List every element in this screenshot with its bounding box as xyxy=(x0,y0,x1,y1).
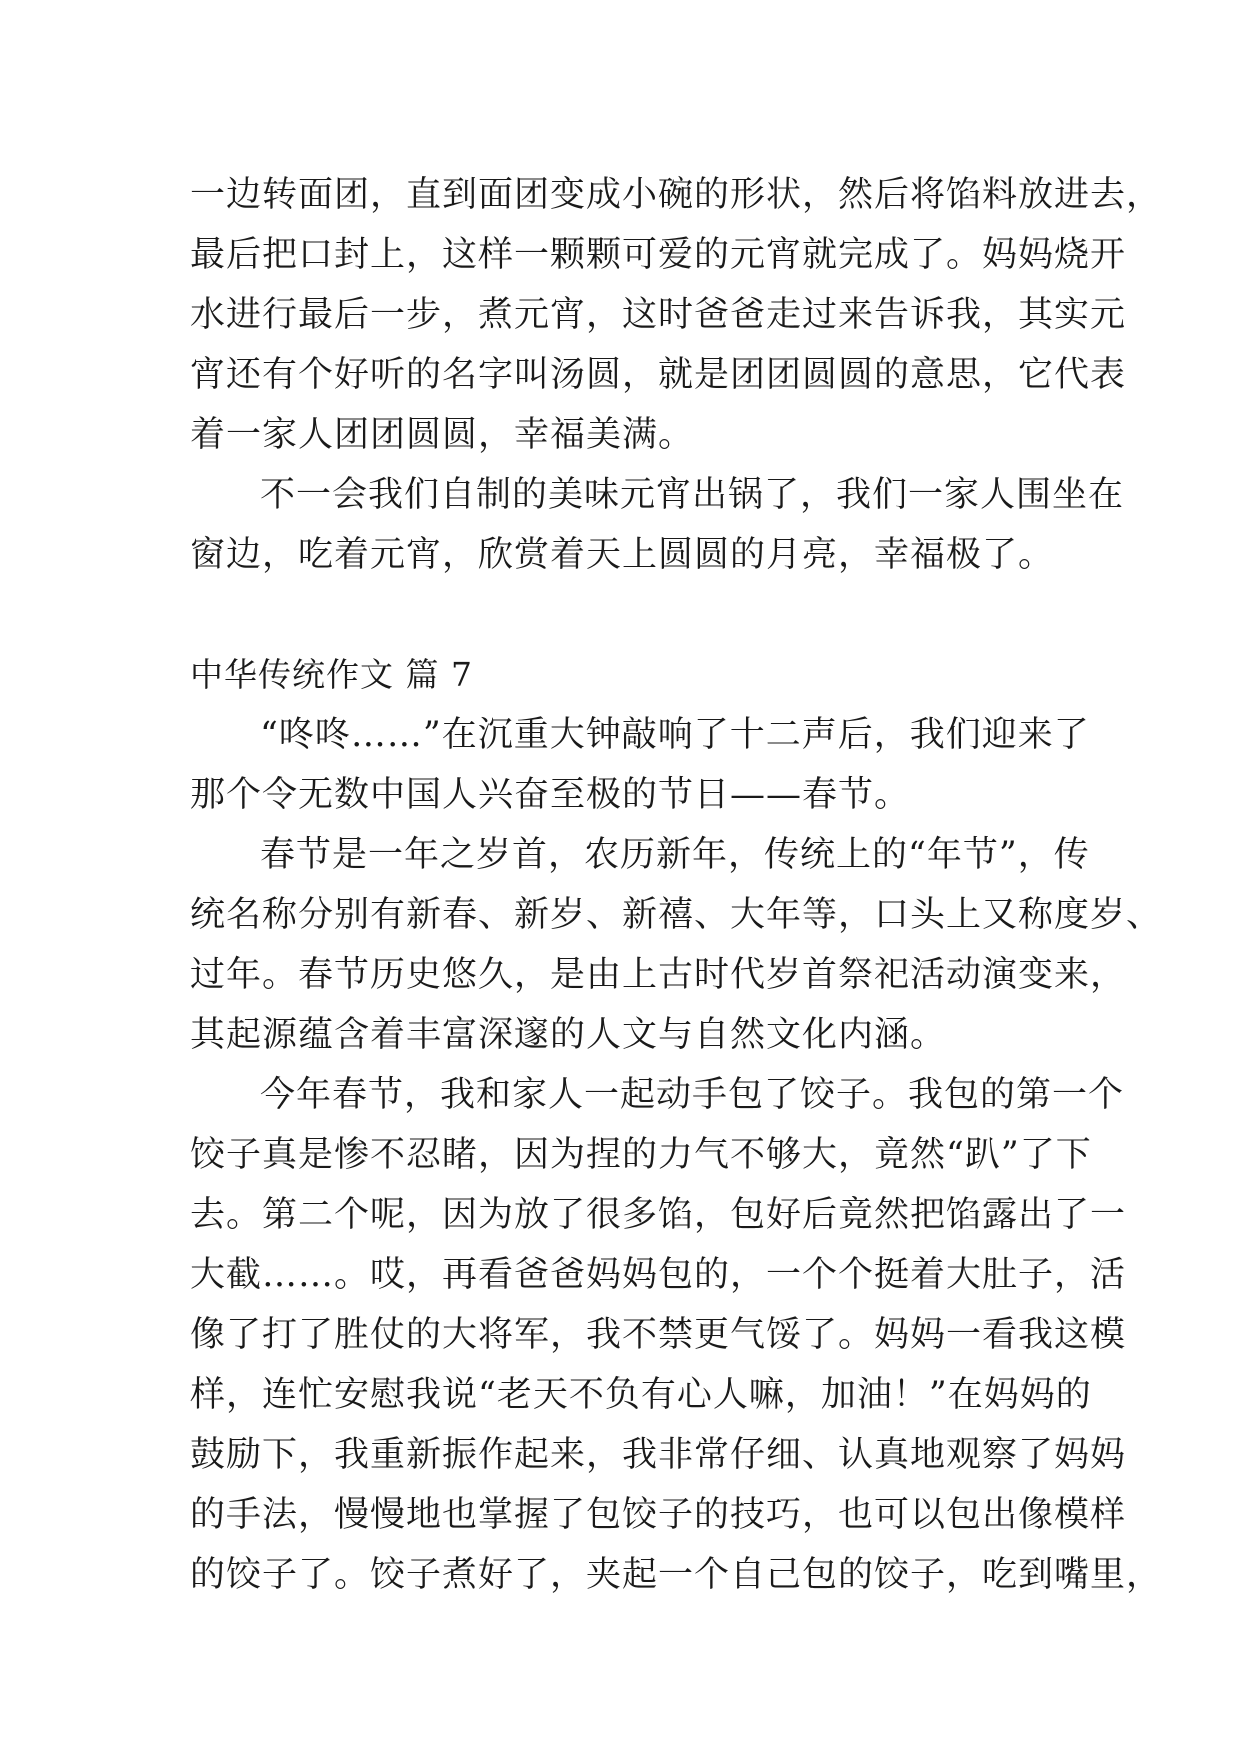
text-line: 大截……。哎，再看爸爸妈妈包的，一个个挺着大肚子，活 xyxy=(190,1255,1127,1295)
document-page xyxy=(190,165,1163,1605)
text-line: 饺子真是惨不忍睹，因为捏的力气不够大，竟然“趴”了下 xyxy=(190,1135,1092,1175)
text-line: 像了打了胜仗的大将军，我不禁更气馁了。妈妈一看我这模 xyxy=(190,1315,1127,1355)
text-line: 宵还有个好听的名字叫汤圆，就是团团圆圆的意思，它代表 xyxy=(190,355,1127,395)
text-line: 窗边，吃着元宵，欣赏着天上圆圆的月亮，幸福极了。 xyxy=(190,535,1055,575)
paragraph xyxy=(190,705,1090,825)
text-line: 的手法，慢慢地也掌握了包饺子的技巧，也可以包出像模样 xyxy=(190,1495,1127,1535)
text-line: 一边转面团，直到面团变成小碗的形状，然后将馅料放进去， xyxy=(190,175,1163,215)
spacer xyxy=(190,585,1060,645)
text-line: 其起源蕴含着丰富深邃的人文与自然文化内涵。 xyxy=(190,1015,947,1055)
text-line: 样，连忙安慰我说“老天不负有心人嘛，加油！”在妈妈的 xyxy=(190,1375,1092,1415)
text-line: 过年。春节历史悠久，是由上古时代岁首祭祀活动演变来， xyxy=(190,955,1127,995)
paragraph xyxy=(190,825,1163,1065)
text-line: “咚咚……”在沉重大钟敲响了十二声后，我们迎来了 xyxy=(260,715,1090,755)
text-line: 鼓励下，我重新振作起来，我非常仔细、认真地观察了妈妈 xyxy=(190,1435,1127,1475)
section-heading: 中华传统作文 篇 7 xyxy=(190,655,473,694)
text-line: 水进行最后一步，煮元宵，这时爸爸走过来告诉我，其实元 xyxy=(190,295,1127,335)
text-line: 统名称分别有新春、新岁、新禧、大年等，口头上又称度岁、 xyxy=(190,895,1163,935)
text-line: 着一家人团团圆圆，幸福美满。 xyxy=(190,415,695,455)
text-line: 春节是一年之岁首，农历新年，传统上的“年节”，传 xyxy=(260,835,1090,875)
text-line: 的饺子了。饺子煮好了，夹起一个自己包的饺子，吃到嘴里， xyxy=(190,1555,1163,1595)
paragraph xyxy=(190,465,1125,585)
text-line: 那个令无数中国人兴奋至极的节日——春节。 xyxy=(190,775,911,815)
text-line: 去。第二个呢，因为放了很多馅，包好后竟然把馅露出了一 xyxy=(190,1195,1127,1235)
text-line: 今年春节，我和家人一起动手包了饺子。我包的第一个 xyxy=(260,1075,1125,1115)
text-line: 不一会我们自制的美味元宵出锅了，我们一家人围坐在 xyxy=(260,475,1125,515)
paragraph xyxy=(190,1065,1163,1605)
text-line: 最后把口封上，这样一颗颗可爱的元宵就完成了。妈妈烧开 xyxy=(190,235,1127,275)
paragraph-continued xyxy=(190,165,1163,465)
